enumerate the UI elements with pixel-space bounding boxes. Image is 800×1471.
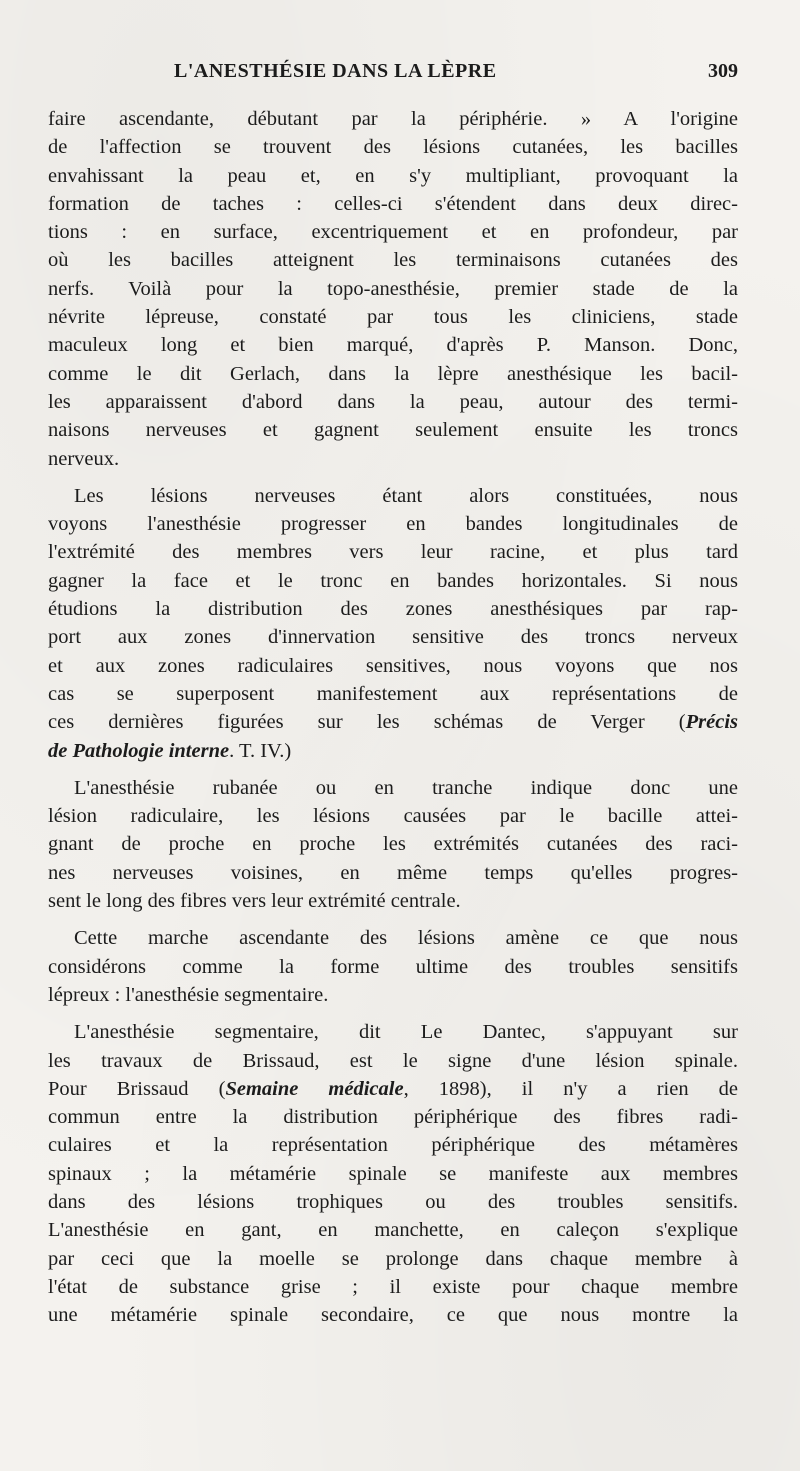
text-line: de l'affection se trouvent des lésions cutanées, les bacilles bbox=[48, 136, 738, 159]
paragraph-5 bbox=[48, 1018, 738, 1329]
text-line: faire ascendante, débutant par la périphérie. » A l'origine bbox=[48, 108, 738, 130]
text-line: par ceci que la moelle se prolonge dans chaque membre à bbox=[48, 1247, 738, 1270]
text-line: sent le long des fibres vers leur extrémité centrale. bbox=[48, 890, 461, 913]
body-text bbox=[48, 105, 738, 1338]
text-line: cas se superposent manifestement aux représentations de bbox=[48, 682, 738, 705]
text-line: tions : en surface, excentriquement et en profondeur, par bbox=[48, 221, 738, 244]
text-line: l'état de substance grise ; il existe pour chaque membre bbox=[48, 1275, 738, 1298]
text-line: Les lésions nerveuses étant alors constituées, nous bbox=[74, 484, 738, 507]
running-title: L'ANESTHÉSIE DANS LA LÈPRE bbox=[174, 60, 497, 82]
paragraph-2 bbox=[48, 482, 738, 765]
text-line bbox=[48, 1075, 738, 1103]
text-line: les apparaissent d'abord dans la peau, autour des termi- bbox=[48, 390, 738, 413]
text-line: lésion radiculaire, les lésions causées par le bacille attei- bbox=[48, 805, 738, 828]
text-line: où les bacilles atteignent les terminaisons cutanées des bbox=[48, 249, 738, 272]
paragraph-3 bbox=[48, 774, 738, 915]
text-line: gagner la face et le tronc en bandes horizontales. Si nous bbox=[48, 569, 738, 592]
text-segment: . T. IV.) bbox=[229, 739, 292, 762]
text-segment: , 1898), il n'y a rien de bbox=[403, 1077, 738, 1100]
text-line: maculeux long et bien marqué, d'après P. Manson. Donc, bbox=[48, 334, 738, 357]
text-line: culaires et la représentation périphérique des métamères bbox=[48, 1134, 738, 1157]
text-line: envahissant la peau et, en s'y multipliant, provoquant la bbox=[48, 164, 738, 187]
text-line: commun entre la distribution périphérique des fibres radi- bbox=[48, 1106, 738, 1129]
text-segment: ces dernières figurées sur les schémas de Verger ( bbox=[48, 711, 686, 734]
running-head bbox=[48, 60, 738, 90]
text-line: nes nerveuses voisines, en même temps qu'elles progres- bbox=[48, 861, 738, 884]
text-line: L'anesthésie rubanée ou en tranche indique donc une bbox=[74, 776, 738, 799]
italic-title: Précis bbox=[685, 711, 738, 734]
text-line: gnant de proche en proche les extrémités cutanées des raci- bbox=[48, 833, 738, 856]
text-line: nerfs. Voilà pour la topo-anesthésie, premier stade de la bbox=[48, 277, 738, 300]
text-line: voyons l'anesthésie progresser en bandes longitudinales de bbox=[48, 513, 738, 536]
text-line: Cette marche ascendante des lésions amène ce que nous bbox=[74, 927, 738, 950]
text-line: les travaux de Brissaud, est le signe d'une lésion spinale. bbox=[48, 1049, 738, 1072]
text-line: naisons nerveuses et gagnent seulement ensuite les troncs bbox=[48, 419, 738, 442]
text-line: lépreux : l'anesthésie segmentaire. bbox=[48, 983, 329, 1006]
text-line: spinaux ; la métamérie spinale se manifeste aux membres bbox=[48, 1162, 738, 1185]
italic-title: de Pathologie interne bbox=[48, 739, 230, 762]
text-line: étudions la distribution des zones anesthésiques par rap- bbox=[48, 598, 738, 621]
text-line: comme le dit Gerlach, dans la lèpre anesthésique les bacil- bbox=[48, 362, 738, 385]
text-line: formation de taches : celles-ci s'étendent dans deux direc- bbox=[48, 192, 738, 215]
text-line: et aux zones radiculaires sensitives, nous voyons que nos bbox=[48, 654, 738, 677]
italic-title: Semaine médicale bbox=[225, 1077, 404, 1100]
text-line: une métamérie spinale secondaire, ce que nous montre la bbox=[48, 1304, 738, 1327]
page-number: 309 bbox=[708, 60, 738, 82]
text-line: l'extrémité des membres vers leur racine, et plus tard bbox=[48, 541, 738, 564]
text-line: dans des lésions trophiques ou des troubles sensitifs. bbox=[48, 1190, 738, 1213]
text-line bbox=[48, 737, 738, 765]
text-line: nerveux. bbox=[48, 447, 120, 470]
text-line: considérons comme la forme ultime des troubles sensitifs bbox=[48, 955, 738, 978]
text-line: port aux zones d'innervation sensitive des troncs nerveux bbox=[48, 626, 738, 649]
paragraph-4 bbox=[48, 924, 738, 1009]
text-segment: Pour Brissaud ( bbox=[48, 1077, 226, 1100]
text-line: névrite lépreuse, constaté par tous les cliniciens, stade bbox=[48, 306, 738, 329]
text-line: L'anesthésie segmentaire, dit Le Dantec, s'appuyant sur bbox=[74, 1021, 738, 1044]
text-line bbox=[48, 708, 738, 736]
paragraph-1 bbox=[48, 105, 738, 473]
text-line: L'anesthésie en gant, en manchette, en caleçon s'explique bbox=[48, 1219, 738, 1242]
